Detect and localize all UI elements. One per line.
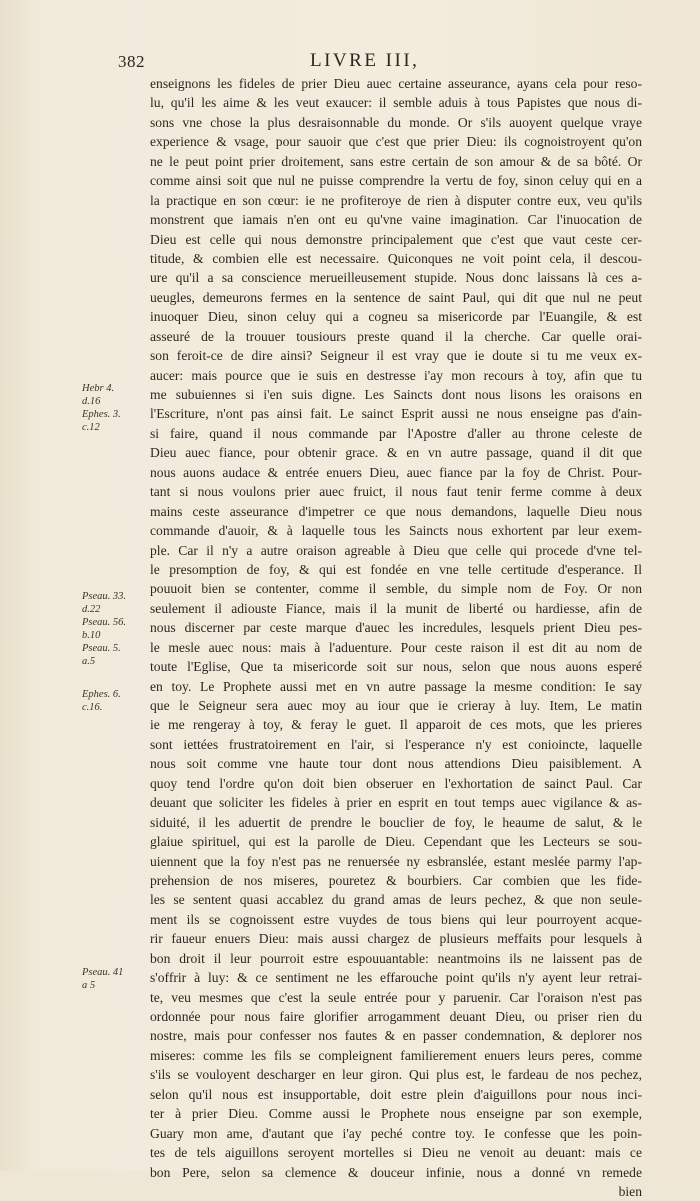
text-line: seulement il adiouste Fiance, mais il la munit de liberté ou hardiesse, afin de <box>150 600 642 616</box>
text-line: tes de tels aiguillons seroyent mortelles si Dieu ne venoit au deuant: mais ce <box>150 1145 642 1161</box>
text-line: comme ainsi soit que nul ne puisse comprendre la vertu de foy, sinon celuy qui en a <box>150 173 642 189</box>
text-line: le presomption de foy, & qui est fondée en vne telle certitude d'esperance. Il <box>150 561 642 577</box>
text-line: le mesle auec nous: mais à l'aduenture. Pour ceste raison il est dit au nom de <box>150 639 642 655</box>
text-line: bien <box>618 1183 642 1199</box>
text-line: nous discerner par ceste marque d'auec les incredules, lesquels prient Dieu pes- <box>150 620 642 636</box>
body-text <box>150 74 642 1201</box>
text-line: quoy tend l'ordre qu'on doit bien obseruer en l'exhortation de sainct Paul. Car <box>150 775 642 791</box>
text-line: te, veu mesmes que c'est la seule entrée pour y paruenir. Car l'oraison n'est pas <box>150 989 642 1005</box>
text-line: ie me rengeray à toy, & feray le guet. Il apparoit de ces mots, que les prieres <box>150 717 642 733</box>
text-line: uiennent que la foy n'est pas ne renuersée ny esbranslée, estant meslée parmy l'ap- <box>150 853 642 869</box>
text-line: s'offrir à luy: & ce sentiment ne les effarouche point qu'ils n'y ayent leur retrai- <box>150 970 642 986</box>
margin-note-hebrews <box>82 382 142 434</box>
text-line: l'Escriture, n'ont pas ainsi fait. Le sainct Esprit aussi ne nous enseigne pas d'ain- <box>150 406 642 422</box>
text-line: monstrent que iamais n'en ont eu qu'vne vaine imagination. Car l'inuocation de <box>150 212 642 228</box>
margin-note-line: a 5 <box>82 980 96 991</box>
text-line: nous soit comme vne haute tour dont nous attendions Dieu paisiblement. A <box>150 756 642 772</box>
text-line: me subuiennes si i'en suis digne. Les Saincts dont nous lisons les oraisons en <box>150 387 642 402</box>
margin-note-line: Hebr 4. <box>82 383 115 394</box>
text-line: Dieu auec fiance, pour obtenir grace. & en vn autre passage, quand il dit que <box>150 445 642 461</box>
bleed-through-mark <box>178 1048 298 1059</box>
margin-note-psalms <box>82 590 142 668</box>
text-line: siduité, il les aduertit de prendre le bouclier de foy, le heaume de salut, & le <box>150 814 642 830</box>
text-line: aucer: mais pource que ie suis en destresse i'ay mon recours à toy, afin que tu <box>150 367 642 383</box>
margin-note-line: Pseau. 5. <box>82 643 121 654</box>
margin-note-psalm-41 <box>82 966 142 992</box>
margin-note-ephesians <box>82 688 142 714</box>
margin-note-line: d.16 <box>82 396 101 407</box>
margin-note-line: Pseau. 33. <box>82 591 127 602</box>
text-line: ueugles, demeurons fermes en la sentence de saint Paul, qui dit que nul ne peut <box>150 289 642 305</box>
margin-note-line: b.10 <box>82 630 101 641</box>
text-line: Dieu est celle qui nous demonstre principalement que c'est que vaut ceste cer- <box>150 231 642 247</box>
text-line: Guary mon ame, d'autant que i'ay peché contre toy. Ie confesse que les poin- <box>150 1125 642 1141</box>
text-line: ordonnée pour nous faire glorifier arrogamment deuant Dieu, ou priser rien du <box>150 1009 642 1024</box>
margin-note-line: c.16. <box>82 702 103 713</box>
text-line: inuoquer Dieu, sinon celuy qui a cogneu sa misericorde par l'Euangile, & est <box>150 309 642 325</box>
margin-note-line: c.12 <box>82 422 100 433</box>
text-line: asseuré de la trouuer tousiours preste quand il la cherche. Car quelle orai- <box>150 328 642 344</box>
text-line: toute l'Eglise, Que ta misericorde soit sur nous, selon que nous auons esperé <box>150 659 642 675</box>
text-line: titude, & combien elle est necessaire. Quiconques ne voit point cela, il descou- <box>150 250 642 266</box>
text-line: pouuoit bien se contenter, comme il semble, du simple nom de Foy. Or non <box>150 581 642 597</box>
text-line: ple. Car il n'y a autre oraison agreable à Dieu que celle qui procede d'vne tel- <box>150 542 642 558</box>
text-line: lu, qu'il les aime & les veut exaucer: il semble aduis à tous Papistes que nous di- <box>150 95 642 111</box>
running-head: LIVRE III, <box>310 50 420 71</box>
text-line: sont iettées frustratoirement en l'air, si l'esperance n'y est conioincte, laquelle <box>150 736 642 752</box>
text-line: son feroit-ce de dire ainsi? Seigneur il est vray que ie doute si tu me veux ex- <box>150 348 642 364</box>
text-line: nostre, mais pour confesser nos fautes & en passer condemnation, & deplorer nos <box>150 1028 642 1044</box>
text-line: ment ils se cognoissent estre vuydes de tous biens qui leur pourroyent acque- <box>150 911 642 927</box>
text-line: les se sentent quasi accablez du grand amas de leurs pechez, & que non seule- <box>150 892 642 908</box>
text-line: tant si nous voulons prier auec fruict, il nous faut tenir ferme comme à deux <box>150 484 642 500</box>
text-line: nous auons audace & entrée enuers Dieu, auec fiance par la foy de Christ. Pour- <box>150 464 642 480</box>
text-line: que le Seigneur sera auec moy au iour que ie crieray à luy. Item, Le matin <box>150 698 642 713</box>
text-line: glaiue spirituel, qui est la parolle de Dieu. Cependant que les Lecteurs se sou- <box>150 834 642 850</box>
text-line: commande d'auoir, & à laquelle tous les Saincts nous exhortent par leur exem- <box>150 523 642 539</box>
margin-note-line: a.5 <box>82 656 96 667</box>
page-number: 382 <box>118 52 145 71</box>
text-line: miseres: comme les fils se compleignent familierement enuers leurs peres, comme <box>150 1047 642 1063</box>
margin-note-line: Pseau. 56. <box>82 617 127 628</box>
text-line: bon Pere, selon sa clemence & douceur infinie, nous a donné vn remede <box>150 1164 642 1180</box>
text-line: selon qu'il nous est insupportable, doit estre plein d'aiguillons pour nous inci- <box>150 1086 642 1102</box>
text-line: si faire, quand il nous commande par l'Apostre d'aller au throne celeste de <box>150 425 642 441</box>
text-line: ne le peut point prier droitement, sans estre certain de son amour & de sa bôté. Or <box>150 153 642 169</box>
text-line: ure qu'il a sa conscience merueilleusement stupide. Nous donc laissans là ces a- <box>150 270 642 286</box>
text-line: rir faueur enuers Dieu: mais aussi chargez de plusieurs meffaits pour lesquels à <box>150 931 642 947</box>
text-line: mains ceste asseurance d'impetrer ce que nous demandons, laquelle Dieu nous <box>150 503 642 519</box>
text-line: ter à prier Dieu. Comme aussi le Prophete nous enseigne par son exemple, <box>150 1106 642 1122</box>
margin-note-line: Ephes. 6. <box>82 689 121 700</box>
text-line: experience & vsage, pour sauoir que c'est que prier Dieu: ils cognoistroyent qu'on <box>150 134 642 150</box>
text-line: s'ils se vouloyent descharger en leur giron. Qui plus est, le fardeau de nos pechez, <box>150 1067 642 1083</box>
text-line: deuant que soliciter les fideles à prier en esprit en tout temps auec vigilance & as- <box>150 795 642 811</box>
margin-note-line: d.22 <box>82 604 101 615</box>
text-line: la practique en son cœur: ie ne profiteroye de rien à disputer contre eux, veu qu'ils <box>150 192 642 208</box>
text-line: enseignons les fideles de prier Dieu auec certaine asseurance, ayans cela pour reso- <box>150 76 642 91</box>
text-line: bon droit il leur pourroit estre espouuantable: neantmoins ils ne laissent pas de <box>150 950 642 966</box>
text-line: en toy. Le Prophete aussi met en vn autre passage la mesme condition: Ie say <box>150 678 642 694</box>
text-line: prehension de nos miseres, pouretez & bourbiers. Car combien que les fide- <box>150 872 642 888</box>
margin-note-line: Pseau. 41 <box>82 967 124 978</box>
margin-note-line: Ephes. 3. <box>82 409 121 420</box>
text-line: sons vne chose la plus desraisonnable du monde. Or s'ils auoyent quelque vraye <box>150 114 642 130</box>
